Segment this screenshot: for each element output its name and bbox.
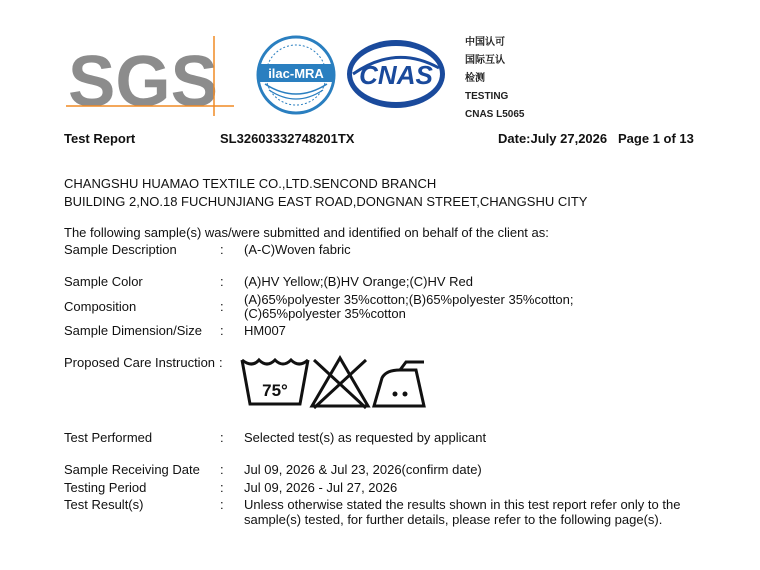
do-not-bleach-icon [312,358,368,408]
cnas-logo [345,38,447,110]
field-value: (C)65%polyester 35%cotton [244,306,406,321]
field-label: Sample Dimension/Size [64,323,203,338]
report-label: Test Report [64,131,136,146]
accreditation-line: TESTING [465,91,509,102]
field-colon: : [220,497,224,512]
field-colon: : [220,462,224,477]
field-colon: : [220,323,224,338]
sgs-logo [66,36,236,116]
field-colon: : [220,242,224,257]
field-colon: : [220,430,224,445]
report-date: Date:July 27,2026 [498,131,608,146]
field-label: Test Result(s) [64,497,144,512]
field-label: Sample Color [64,274,143,289]
field-value: HM007 [244,323,286,338]
field-label: Sample Description [64,242,177,257]
field-label: Test Performed [64,430,153,445]
field-value: (A)65%polyester 35%cotton;(B)65%polyester 35%cotton; [244,292,574,307]
field-value: Selected test(s) as requested by applicant [244,430,487,445]
field-colon: : [220,274,224,289]
accreditation-line: 中国认可 [465,37,505,48]
report-number: SL32603332748201TX [220,131,355,146]
field-value: Jul 09, 2026 - Jul 27, 2026 [244,480,398,495]
field-label: Testing Period [64,480,147,495]
field-label: Composition [64,299,137,314]
field-value: Jul 09, 2026 & Jul 23, 2026(confirm date) [244,462,482,477]
field-colon: : [220,480,224,495]
field-value: sample(s) tested, for further details, please refer to the following page(s). [244,512,663,527]
field-value: (A)HV Yellow;(B)HV Orange;(C)HV Red [244,274,474,289]
accreditation-line: 国际互认 [465,55,505,66]
field-label: Sample Receiving Date [64,462,200,477]
client-name: CHANGSHU HUAMAO TEXTILE CO.,LTD.SENCOND BRANCH [64,176,437,191]
sgs-logo-text: SGS [68,42,218,116]
accreditation-block [465,34,524,124]
field-colon: : [220,299,224,314]
accreditation-line: CNAS L5065 [465,109,525,120]
field-colon: : [219,355,223,370]
field-label: Proposed Care Instruction [64,355,216,370]
iron-medium-icon [374,362,424,406]
field-value: Unless otherwise stated the results shown in this test report refer only to the [244,497,681,512]
page-indicator: Page 1 of 13 [618,131,694,146]
wash-temp-label: 75° [262,381,288,400]
care-symbols [240,354,430,412]
intro-text: The following sample(s) was/were submitted and identified on behalf of the client as: [64,225,549,240]
ilac-logo-text: ilac-MRA [268,66,324,81]
ilac-mra-logo [255,34,337,116]
wash-75-icon [242,360,308,404]
client-address: BUILDING 2,NO.18 FUCHUNJIANG EAST ROAD,DONGNAN STREET,CHANGSHU CITY [64,194,588,209]
cnas-logo-text: CNAS [359,60,433,90]
field-value: (A-C)Woven fabric [244,242,351,257]
accreditation-line: 检测 [465,73,485,84]
